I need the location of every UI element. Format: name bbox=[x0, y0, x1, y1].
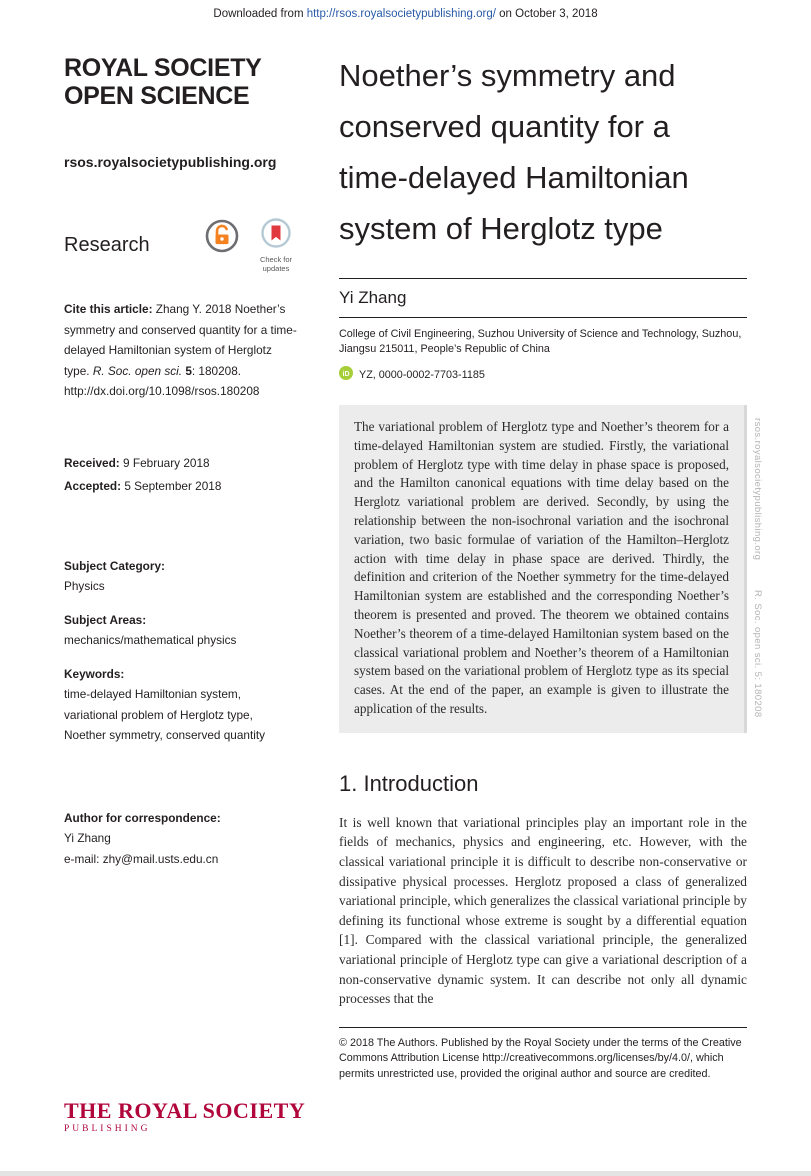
citation-block bbox=[64, 299, 298, 402]
orcid-link[interactable] bbox=[339, 366, 747, 383]
subject-areas-value: mechanics/mathematical physics bbox=[64, 633, 237, 647]
left-sidebar bbox=[64, 54, 298, 869]
downloaded-suffix: on October 3, 2018 bbox=[495, 8, 598, 20]
subject-category-block bbox=[64, 556, 298, 597]
subject-areas-block bbox=[64, 610, 298, 651]
journal-brand-line2: OPEN SCIENCE bbox=[64, 82, 250, 110]
correspondence-block bbox=[64, 808, 298, 870]
subject-areas-label: Subject Areas: bbox=[64, 612, 147, 627]
accepted-label: Accepted: bbox=[64, 478, 122, 493]
cite-volume: 5 bbox=[185, 363, 192, 378]
cite-label: Cite this article: bbox=[64, 302, 153, 316]
badge-icons bbox=[204, 218, 298, 273]
email-link[interactable]: zhy@mail.usts.edu.cn bbox=[102, 851, 219, 866]
abstract: The variational problem of Herglotz type and Noether’s theorem for a time-delayed Hamiltonian system are studied. Firstly, the variational problem of Herglotz type with time delay in phase space is proposed, and the Hamilton canonical equations with time delay based on the Herglotz variational problem are derived. Secondly, by using the relationship between the non-isochronal variation and the isochronal variation, two basic formulae of variation of the Hamilton–Herglotz action with time delay in phase space are derived. Thirdly, the definition and criterion of the Noether symmetry for the time-delayed Hamiltonian system are established and the corresponding Noether’s theorem is presented and proved. The theorem we obtained contains Noether’s theorem of a time-delayed Hamiltonian system based on the classical variational problem and Noether’s theorem of a Hamiltonian system based on the variational problem of Herglotz type as its special cases. At the end of the paper, an example is given to illustrate the application of the results. bbox=[339, 405, 747, 733]
check-for-updates-badge[interactable] bbox=[254, 218, 298, 273]
title-divider bbox=[339, 278, 747, 279]
keywords-label: Keywords: bbox=[64, 666, 125, 681]
publisher-logo bbox=[64, 1099, 305, 1134]
page-bottom-edge bbox=[0, 1171, 811, 1176]
email-label: e-mail: bbox=[64, 851, 103, 866]
author-divider bbox=[339, 317, 747, 318]
cite-text: Zhang Y. 2018 Noether’s symmetry and conserved quantity for a time-delayed Hamiltonian system of Herglotz type. bbox=[64, 302, 297, 378]
received-line bbox=[64, 452, 298, 475]
license-notice: © 2018 The Authors. Published by the Royal Society under the terms of the Creative Commons Attribution License http://creativecommons.org/licenses/by/4.0/, which permits unrestricted use, provided the original author and source are credited. bbox=[339, 1027, 747, 1083]
keywords-block bbox=[64, 664, 298, 746]
journal-url[interactable]: rsos.royalsocietypublishing.org bbox=[64, 154, 277, 170]
cite-pages: : 180208. bbox=[191, 363, 242, 378]
keywords-value: time-delayed Hamiltonian system, variational problem of Herglotz type, Noether symmetry, conserved quantity bbox=[64, 687, 266, 742]
correspondence-label: Author for correspondence: bbox=[64, 810, 221, 825]
article-main bbox=[339, 50, 747, 1082]
margin-citation: R. Soc. open sci. 5: 180208 bbox=[752, 590, 763, 718]
section-heading-introduction: 1. Introduction bbox=[339, 770, 479, 796]
journal-brand bbox=[64, 54, 298, 110]
author-name: Yi Zhang bbox=[339, 288, 407, 307]
correspondence-name: Yi Zhang bbox=[64, 831, 111, 845]
journal-brand-line1: ROYAL SOCIETY bbox=[64, 54, 262, 82]
subject-category-label: Subject Category: bbox=[64, 558, 165, 573]
received-value: 9 February 2018 bbox=[119, 455, 210, 470]
downloaded-note bbox=[0, 8, 811, 20]
open-access-icon bbox=[204, 218, 240, 259]
downloaded-prefix: Downloaded from bbox=[213, 8, 307, 20]
margin-journal-url: rsos.royalsocietypublishing.org bbox=[752, 418, 763, 561]
crossmark-icon bbox=[261, 218, 291, 253]
dates-block bbox=[64, 452, 298, 498]
downloaded-url-link[interactable]: http://rsos.royalsocietypublishing.org/ bbox=[306, 8, 496, 20]
orcid-icon bbox=[339, 366, 353, 383]
article-title: Noether’s symmetry and conserved quantity for a time-delayed Hamiltonian system of Herglotz type bbox=[339, 58, 689, 246]
crossmark-caption: Check for updates bbox=[259, 255, 293, 273]
introduction-paragraph: It is well known that variational principles play an important role in the fields of mechanics, physics and engineering, etc. However, with the classical variational principle it is difficult to describe non-conservative or dissipative physical processes. Herglotz proposed a class of generalized variational principle, which generalizes the classical variational principle by defining its functional whose extreme is sought by a differential equation [1]. Compared with the classical variational principle, the generalized variational principle of Herglotz type can give a variational description of a non-conservative dynamic system. It can describe not only all dynamic processes that the bbox=[339, 814, 747, 1007]
accepted-line bbox=[64, 475, 298, 498]
accepted-value: 5 September 2018 bbox=[121, 478, 222, 493]
research-row bbox=[64, 218, 298, 273]
publisher-subtitle: PUBLISHING bbox=[64, 1124, 151, 1134]
section-label: Research bbox=[64, 234, 150, 256]
affiliation: College of Civil Engineering, Suzhou University of Science and Technology, Suzhou, Jiangsu 215011, People’s Republic of China bbox=[339, 328, 742, 355]
subject-category-value: Physics bbox=[64, 579, 105, 593]
publisher-name: THE ROYAL SOCIETY bbox=[64, 1098, 306, 1123]
svg-text:iD: iD bbox=[342, 370, 350, 378]
cite-journal: R. Soc. open sci. bbox=[92, 363, 186, 378]
received-label: Received: bbox=[64, 455, 120, 470]
doi-link[interactable]: http://dx.doi.org/10.1098/rsos.180208 bbox=[64, 384, 260, 398]
rotated-margin-text bbox=[752, 418, 763, 1163]
orcid-text: YZ, 0000-0002-7703-1185 bbox=[359, 368, 485, 381]
